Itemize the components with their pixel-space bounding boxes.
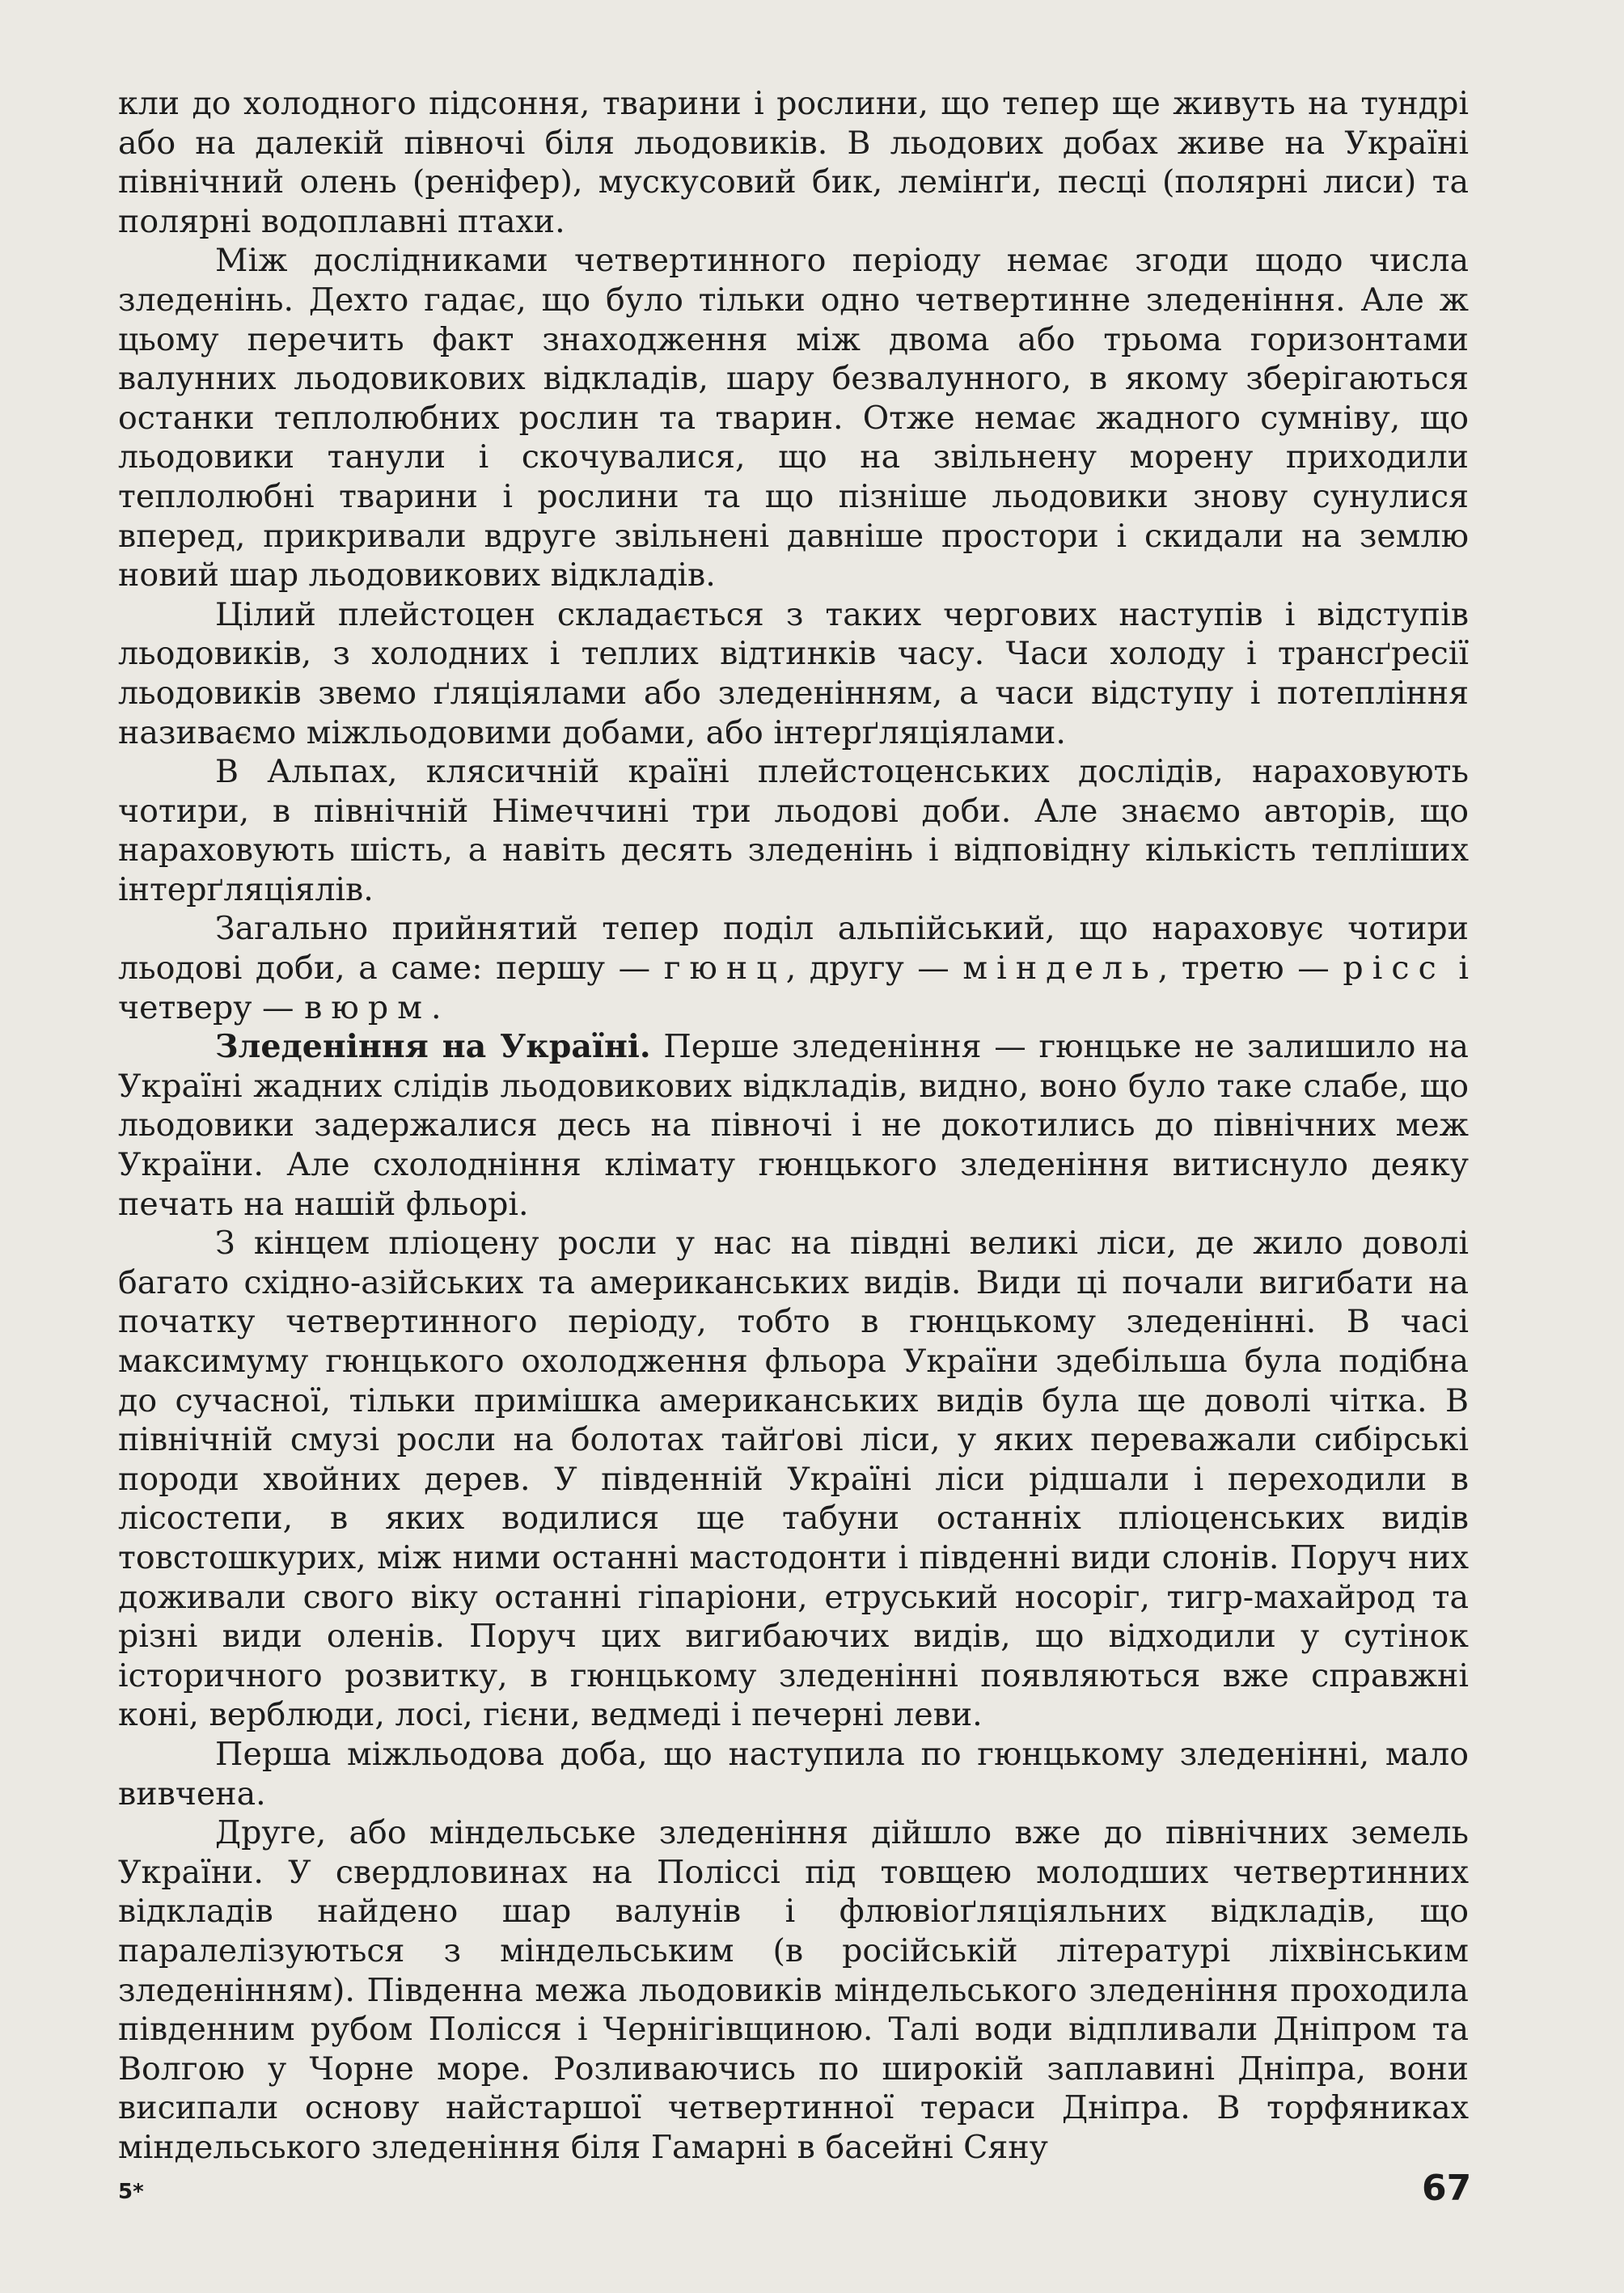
paragraph-2: Між дослідниками четвертинного періоду немає згоди щодо числа зледенінь. Дехто гадає, що було тільки одно четвертинне зледеніння. Але ж цьому перечить факт знаходження між двома або трьома горизонтами валунних льодовикових відкладів, шару безвалунного, в якому зберігаються останки теплолюбних рослин та тварин. Отже немає жадного сумніву, що льодовики танули і скочувалися, що на звільнену морену приходили теплолюбні тварини і рослини та що пізніше льодовики знову сунулися вперед, прикривали вдруге звільнені давніше простори і скидали на землю новий шар льодовикових відкладів. [118,242,1469,594]
text-run: , другу — [785,950,963,988]
paragraph-8: Перша міжльодова доба, що наступила по гюнцькому зледенінні, мало вивчена. [118,1735,1469,1813]
page-body-text [118,84,1469,2167]
paragraph-3: Цілий плейстоцен складається з таких чергових наступів і відступів льодовиків, з холодних і теплих відтинків часу. Часи холоду і трансґресії льодовиків звемо ґляціялами або зледенінням, а часи відступу і потепління називаємо міжльодовими добами, або інтерґляціялами. [118,595,1469,751]
text-run: і четверу — [118,950,1469,1026]
paragraph-4: В Альпах, клясичній країні плейстоценських дослідів, нараховують чотири, в північній Німеччині три льодові доби. Але знаємо авторів, що нараховують шість, а навіть десять зледенінь і відповідну кількість тепліших інтерґляціялів. [118,753,1469,908]
section-heading-inline: Зледеніння на Україні. [215,1028,651,1066]
text-run: , третю — [1157,950,1343,988]
spaced-term: гюнц [663,950,786,988]
paragraph-1: кли до холодного підсоння, тварини і рослини, що тепер ще живуть на тундрі або на далекій півночі біля льодовиків. В льодових добах живе на Україні північний олень (реніфер), мускусовий бик, лемінґи, песці (полярні лиси) та полярні водоплавні птахи. [118,85,1469,240]
paragraph-7: З кінцем пліоцену росли у нас на півдні великі ліси, де жило доволі багато східно-азійських та американських видів. Види ці почали вигибати на початку четвертинного періоду, тобто в гюнцькому зледенінні. В часі максимуму гюнцького охолодження фльора України здебільша була подібна до сучасної, тільки примішка американських видів була ще доволі чітка. В північній смузі росли на болотах тайґові ліси, у яких переважали сибірські породи хвойних дерев. У південній Україні ліси рідшали і переходили в лісостепи, в яких водилися ще табуни останніх пліоценських видів товстошкурих, між ними останні мастодонти і південні види слонів. Поруч них доживали свого віку останні гіпаріони, етруський носоріг, тигр-махайрод та різні види оленів. Поруч цих вигибаючих видів, що відходили у сутінок історичного розвитку, в гюнцькому зледенінні появляються вже справжні коні, верблюди, лосі, гієни, ведмеді і печерні леви. [118,1225,1469,1734]
paragraph-6 [118,1027,1469,1224]
text-run: Загально прийнятий тепер поділ альпійський, що нараховує чотири льодові доби, а саме: першу — [118,910,1469,988]
text-run: Перше зледеніння — гюнцьке не залишило на Україні жадних слідів льодовикових відкладів, видно, воно було таке слабе, що льодовики задержалися десь на півночі і не докотились до північних меж України. Але схолодніння клімату гюнцького зледеніння витиснуло деяку печать на нашій фльорі. [118,1028,1469,1223]
spaced-term: вюрм [304,988,431,1026]
spaced-term: рісс [1343,950,1445,988]
printer-signature-mark: 5* [118,2180,144,2204]
paragraph-5 [118,909,1469,1027]
text-run: . [431,988,442,1026]
spaced-term: міндель [962,950,1158,988]
paragraph-9: Друге, або міндельське зледеніння дійшло вже до північних земель України. У свердловинах на Поліссі під товщею молодших четвертинних відкладів найдено шар валунів і флювіоґляціяльних відкладів, що паралелізуються з міндельським (в російській літературі ліхвінським зледенінням). Південна межа льодовиків міндельського зледеніння проходила південним рубом Полісся і Чернігівщиною. Талі води відпливали Дніпром та Волгою у Чорне море. Розливаючись по широкій заплавині Дніпра, вони висипали основу найстаршої четвертинної тераси Дніпра. В торфяниках міндельського зледеніння біля Гамарні в басейні Сяну [118,1814,1469,2166]
page-number: 67 [1422,2168,1472,2209]
